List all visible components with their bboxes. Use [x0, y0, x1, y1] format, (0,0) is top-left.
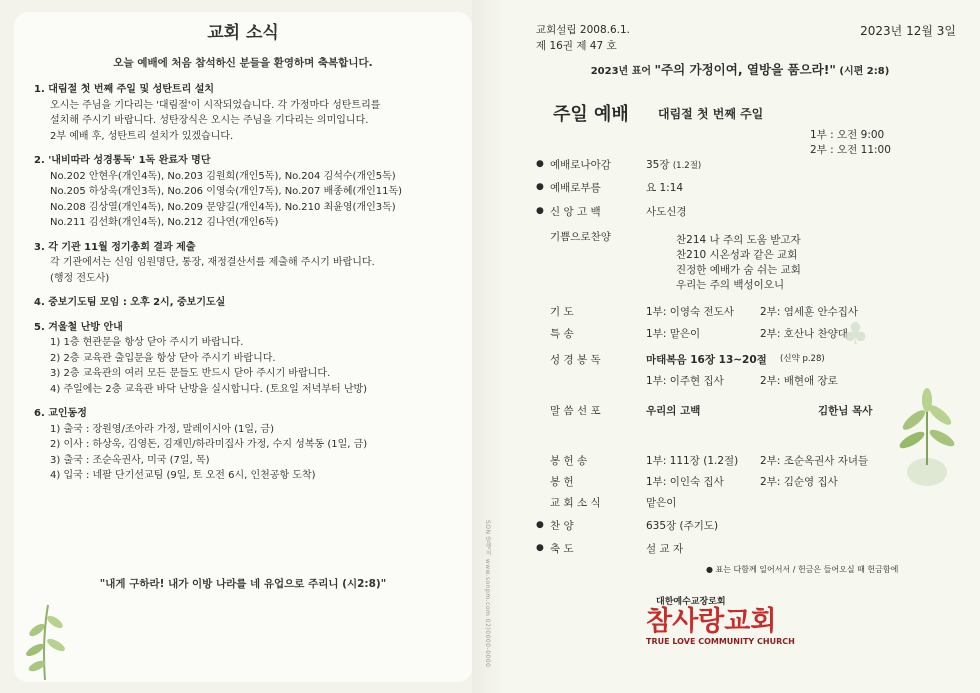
service-title: 주일 예배: [553, 104, 629, 125]
news-line: 2) 이사 : 하상욱, 김영돈, 김재민/하라미집사 가정, 수지 성복동 (1일, 금): [50, 439, 368, 450]
order-value: 2부: 염세훈 안수집사: [760, 306, 859, 318]
praise-song: 진정한 예배가 숨 쉬는 교회: [676, 264, 801, 276]
praise-song: 우리는 주의 백성이오니: [676, 279, 785, 291]
news-line: No.202 안현우(개인4독), No.203 김원희(개인5독), No.204 김석수(개인5독): [50, 170, 396, 182]
order-value: 1부: 111장 (1.2절): [646, 455, 739, 467]
volume-number: 제 16권 제 47 호: [536, 40, 617, 52]
order-label: 예배로나아감: [550, 159, 611, 171]
order-value: 마태복음 16장 13~20절: [646, 354, 767, 366]
standing-bullet: ●: [536, 206, 544, 216]
praise-song: 찬210 시온성과 같은 교회: [676, 249, 798, 261]
church-logo: [646, 594, 816, 646]
news-line: 1) 1층 현관문을 항상 닫아 주시기 바랍니다.: [50, 337, 244, 348]
order-value: 1부: 이인숙 집사: [646, 476, 724, 488]
news-item-head: 1. 대림절 첫 번째 주일 및 성탄트리 설치: [34, 84, 215, 95]
news-line: 1) 출국 : 장원영/조아라 가정, 말레이시아 (1일, 금): [50, 423, 274, 435]
news-line: No.208 김상열(개인4독), No.209 문양길(개인4독), No.210 최윤영(개인3독): [50, 201, 396, 213]
closing-verse: "내게 구하라! 내가 이방 나라를 네 유업으로 주리니 (시2:8)": [99, 578, 387, 590]
standing-bullet: ●: [536, 543, 544, 553]
order-label: 기 도: [550, 306, 574, 318]
news-line: (행정 전도사): [50, 272, 110, 284]
order-label: 찬 양: [550, 520, 574, 532]
order-row-benediction: [550, 541, 684, 556]
order-label: 예배로부름: [550, 182, 601, 194]
news-line: 3) 출국 : 조순옥권사, 미국 (7일, 목): [50, 454, 210, 466]
service-time-1: 1부 : 오전 9:00: [810, 129, 885, 141]
news-line: 2부 예배 후, 성탄트리 설치가 있겠습니다.: [50, 130, 234, 142]
news-item: [34, 295, 454, 311]
news-item: [34, 153, 454, 231]
order-label: 신 앙 고 백: [550, 206, 601, 218]
order-label: 말 씀 선 포: [550, 405, 601, 417]
standing-bullet: ●: [536, 520, 544, 530]
order-value: 설 교 자: [646, 543, 684, 555]
praise-song: 찬214 나 주의 도움 받고자: [676, 234, 801, 246]
order-label: 기쁨으로찬양: [550, 231, 611, 243]
denomination-label: 대한예수교장로회: [656, 597, 726, 607]
news-line: No.205 하상욱(개인3독), No.206 이영숙(개인7독), No.207 배종혜(개인11독): [50, 186, 403, 197]
motto-ref: (시편 2:8): [839, 66, 890, 77]
order-value: 1부: 이주현 집사: [646, 375, 724, 387]
order-row: [550, 180, 684, 195]
order-row-offering: [550, 474, 838, 489]
news-item: [34, 82, 454, 144]
order-value: 맡은이: [646, 497, 677, 509]
news-item-head: 5. 겨울철 난방 안내: [34, 321, 123, 333]
news-item: [34, 406, 454, 484]
order-row-special: [550, 326, 848, 341]
founded-date: 교회설립 2008.6.1.: [536, 24, 631, 36]
news-line: 2) 2층 교육관 출입문을 항상 닫아 주시기 바랍니다.: [50, 352, 276, 364]
news-list: [34, 82, 454, 493]
order-row-offering-song: [550, 453, 869, 468]
order-value: 요 1:14: [646, 182, 684, 194]
news-line: 오시는 주님을 기다리는 '대림절'이 시작되었습니다. 각 가정마다 성탄트리를: [50, 99, 381, 111]
church-name-en: TRUE LOVE COMMUNITY CHURCH: [646, 637, 795, 646]
preacher: 김한님 목사: [818, 405, 873, 417]
news-line: 설치해 주시기 바랍니다. 성탄장식은 오시는 주님을 기다리는 의미입니다.: [50, 115, 369, 126]
order-row-hymn: [550, 518, 719, 533]
service-time-2: 2부 : 오전 11:00: [810, 144, 891, 156]
news-line: 4) 주일에는 2층 교육관 바닥 난방을 실시합니다. (토요일 저녁부터 난방): [50, 383, 368, 395]
church-name: 참사랑교회: [646, 606, 777, 637]
year-motto: [500, 60, 980, 78]
potted-plant-icon: [892, 380, 962, 490]
motto-prefix: 2023년 표어: [590, 66, 652, 77]
standing-footnote: ● 표는 다함께 일어서서 / 헌금은 들어오실 때 헌금함에: [706, 565, 899, 574]
order-label: 교 회 소 식: [550, 497, 601, 509]
order-value: 2부: 호산나 찬양대: [760, 328, 848, 340]
bulletin-date: 2023년 12월 3일: [860, 24, 956, 38]
order-value: 1부: 맡은이: [646, 328, 701, 340]
order-value: 1부: 이영숙 전도사: [646, 306, 734, 318]
motto-text: "주의 가정이여, 열방을 품으라!": [654, 62, 836, 77]
order-value: 2부: 김순영 집사: [760, 476, 838, 488]
order-label: 성 경 봉 독: [550, 354, 601, 366]
order-value: 우리의 고백: [646, 405, 701, 417]
news-item-head: 4. 중보기도팀 모임 : 오후 2시, 중보기도실: [34, 297, 226, 308]
order-value: 2부: 배현애 장로: [760, 375, 838, 387]
service-times: [810, 128, 891, 158]
news-line: 각 기관에서는 신임 임원명단, 통장, 재정결산서를 제출해 주시기 바랍니다.: [50, 257, 375, 268]
news-title: 교회 소식: [207, 23, 279, 43]
news-line: No.211 김선화(개인4독), No.212 김나연(개인6독): [50, 217, 279, 228]
news-item: [34, 240, 454, 287]
publisher-text: SON 발행처 www.sonpm.com 02)0000-0000: [484, 520, 491, 668]
order-row-sermon: [550, 403, 873, 418]
news-line: 3) 2층 교육관의 여러 모든 문들도 반드시 닫아 주시기 바랍니다.: [50, 368, 331, 379]
order-label: 봉 헌 송: [550, 455, 588, 467]
news-item: [34, 320, 454, 398]
leaf-icon: [20, 600, 70, 680]
news-item-head: 3. 각 기관 11월 정기총회 결과 제출: [34, 241, 196, 253]
standing-bullet: ●: [536, 182, 544, 192]
order-row: [550, 157, 702, 172]
order-row-prayer: [550, 304, 859, 319]
order-note: (1.2절): [672, 161, 702, 171]
standing-bullet: ●: [536, 159, 544, 169]
order-row: [550, 229, 646, 244]
order-row: [550, 204, 687, 219]
order-label: 축 도: [550, 543, 574, 555]
order-value: 35장: [646, 159, 670, 171]
background-watermark: ♣: [842, 317, 869, 352]
order-row-scripture: [550, 352, 825, 367]
praise-list: [676, 233, 801, 293]
order-value: 사도신경: [646, 206, 687, 218]
order-row-news: [550, 495, 677, 510]
order-label: 봉 헌: [550, 476, 574, 488]
order-value: 635장 (주기도): [646, 520, 719, 532]
order-note: (신약 p.28): [780, 354, 825, 364]
welcome-message: 오늘 예배에 처음 참석하신 분들을 환영하며 축복합니다.: [113, 57, 373, 69]
news-item-head: 6. 교인동정: [34, 408, 87, 419]
news-item-head: 2. '내비따라 성경통독' 1독 완료자 명단: [34, 155, 211, 166]
order-label: 특 송: [550, 328, 574, 340]
order-value: 2부: 조순옥권사 자녀들: [760, 455, 869, 467]
service-subtitle: 대림절 첫 번째 주일: [658, 107, 764, 121]
news-line: 4) 입국 : 네팔 단기선교팀 (9일, 토 오전 6시, 인천공항 도착): [50, 470, 316, 481]
